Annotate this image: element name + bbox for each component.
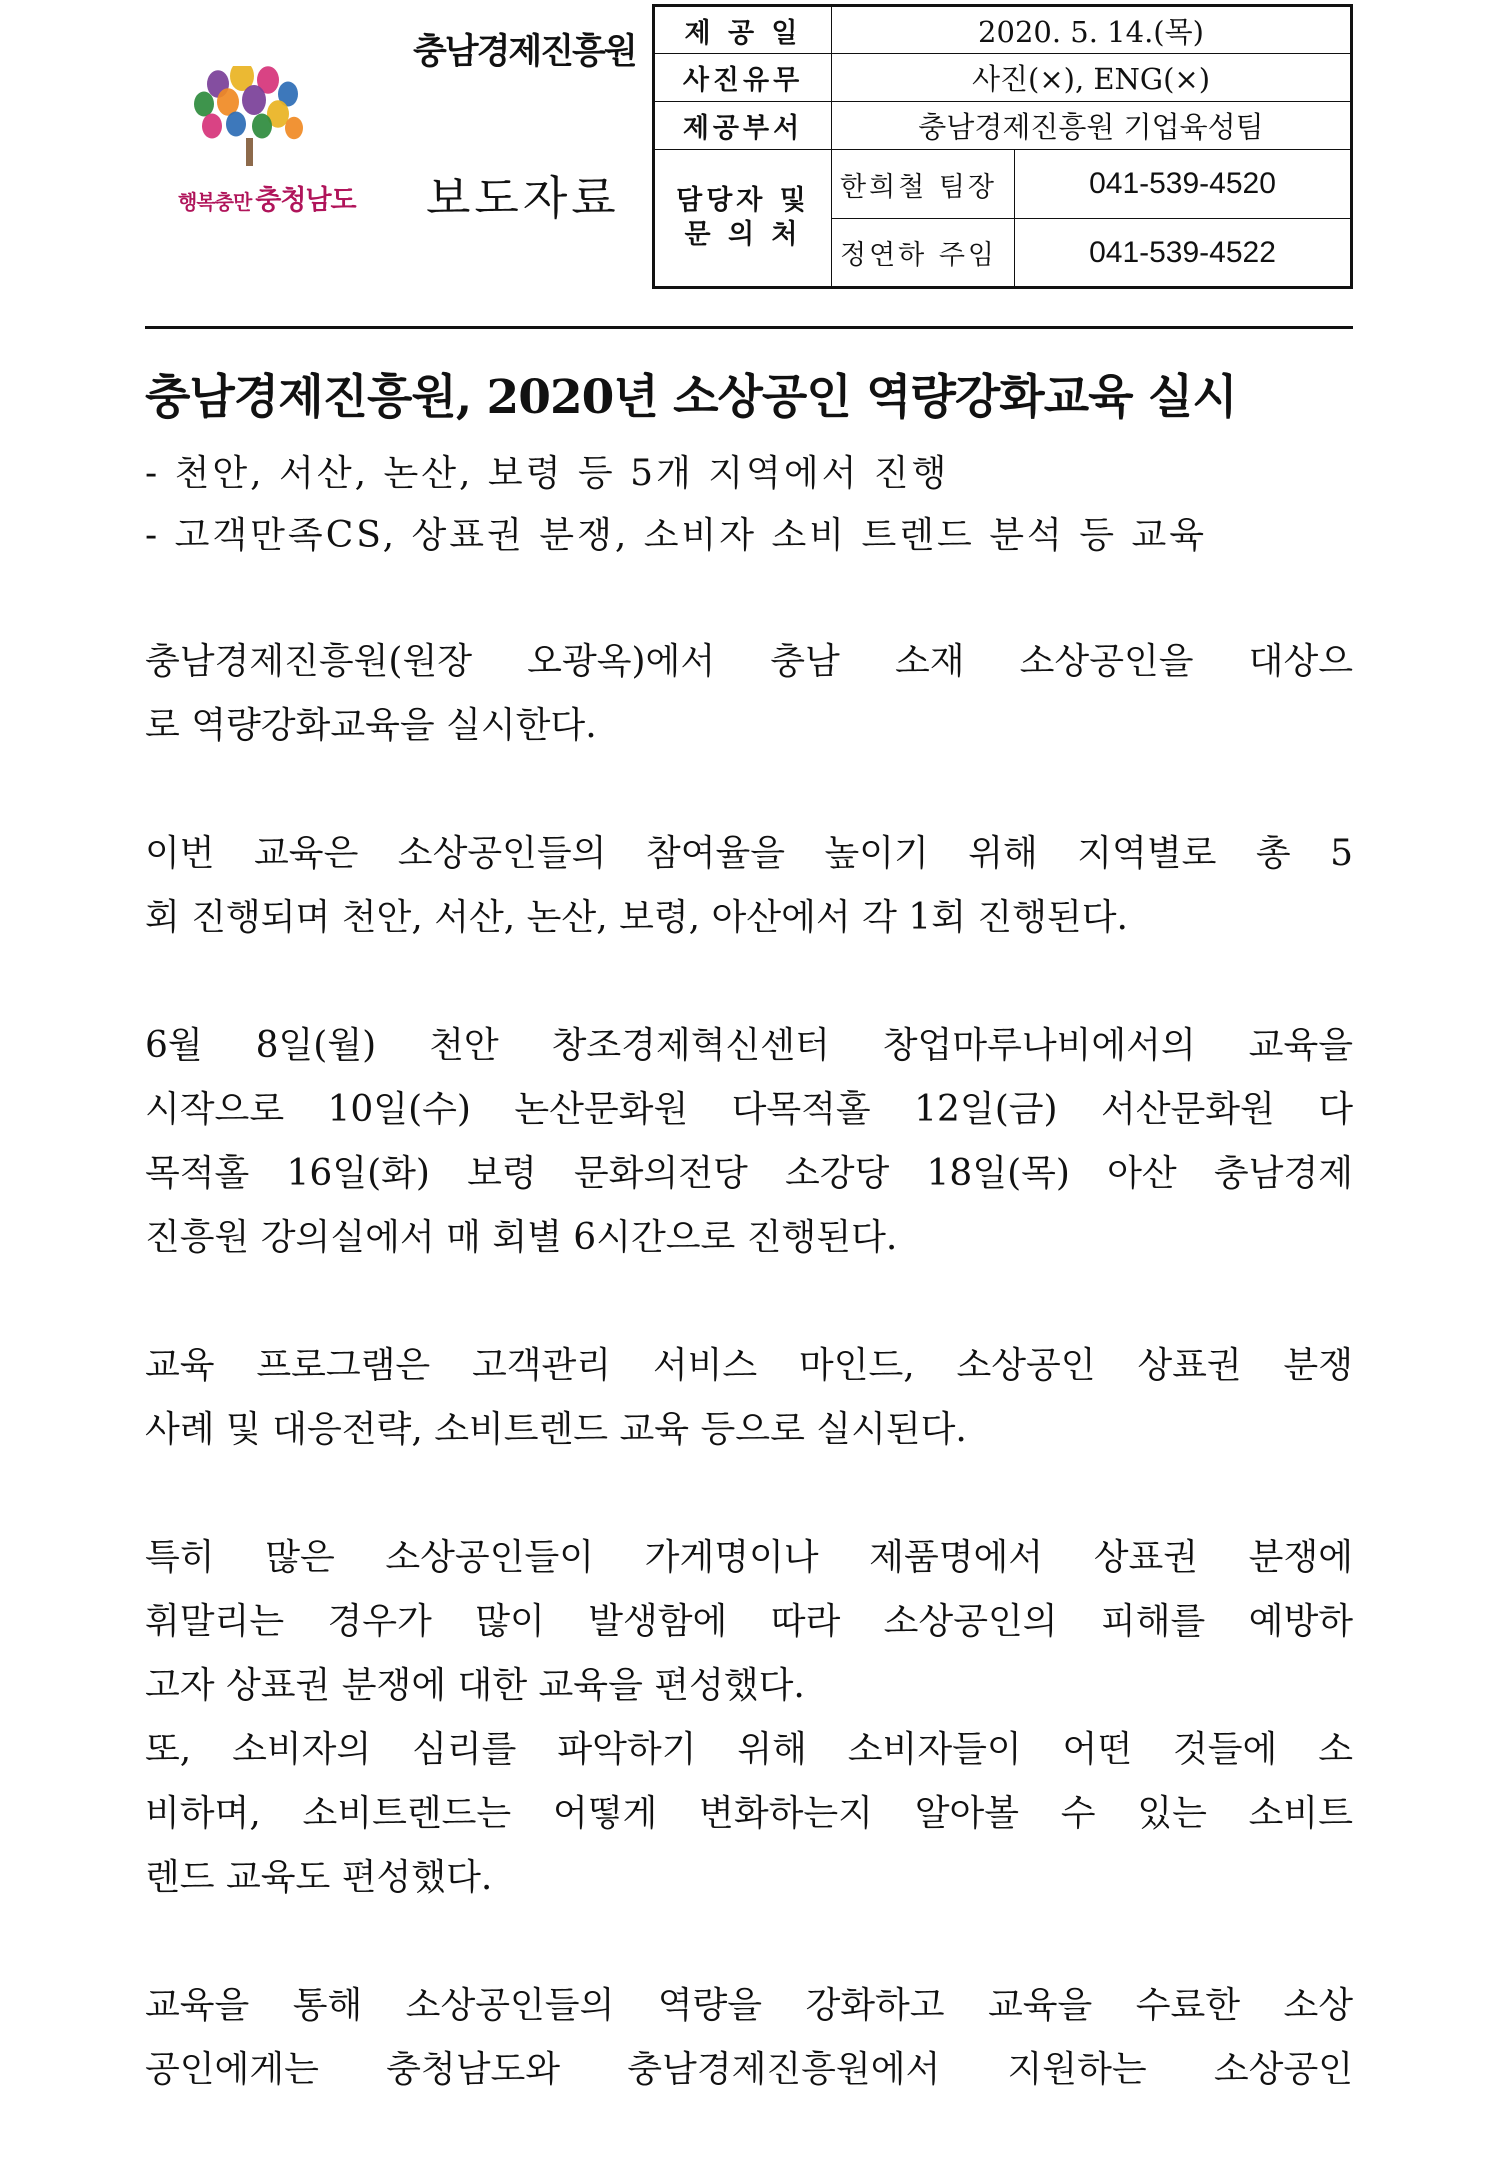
paragraph-line: 이번 교육은 소상공인들의 참여율을 높이기 위해 지역별로 총 5: [145, 833, 1353, 874]
contact-name-1: 한희철 팀장: [832, 150, 1015, 219]
paragraph-line: 공인에게는 충청남도와 충남경제진흥원에서 지원하는 소상공인: [145, 2049, 1353, 2090]
article-subtitles: [145, 443, 1207, 567]
paragraph-line: 진흥원 강의실에서 매 회별 6시간으로 진행된다.: [145, 1217, 898, 1258]
paragraph-line: 회 진행되며 천안, 서산, 논산, 보령, 아산에서 각 1회 진행된다.: [145, 897, 1128, 938]
paragraph-line: 또, 소비자의 심리를 파악하기 위해 소비자들이 어떤 것들에 소: [145, 1729, 1353, 1770]
subtitle: - 고객만족CS, 상표권 분쟁, 소비자 소비 트렌드 분석 등 교육: [145, 515, 1208, 556]
contact-label: [654, 150, 832, 288]
paragraph-line: 특히 많은 소상공인들이 가게명이나 제품명에서 상표권 분쟁에: [145, 1537, 1353, 1578]
paragraph-line: 비하며, 소비트렌드는 어떻게 변화하는지 알아볼 수 있는 소비트: [145, 1793, 1353, 1834]
contact-name-2: 정연하 주임: [832, 219, 1015, 288]
logo-drop: [252, 114, 272, 139]
article-body: [145, 630, 1353, 2166]
photo-label: 사진유무: [654, 54, 832, 102]
paragraph-line: 교육 프로그램은 고객관리 서비스 마인드, 소상공인 상표권 분쟁: [145, 1345, 1353, 1386]
contact-label-line-1: 담당자 및: [676, 185, 810, 216]
paragraph: [145, 1526, 1353, 1718]
contact-phone-1: 041-539-4520: [1015, 150, 1352, 219]
slogan-small: 행복충만: [178, 190, 252, 214]
paragraph: [145, 1974, 1353, 2102]
logo-trunk: [246, 138, 253, 166]
paragraph-line: 로 역량강화교육을 실시한다.: [145, 705, 597, 746]
paragraph-line: 목적홀 16일(화) 보령 문화의전당 소강당 18일(목) 아산 충남경제: [145, 1153, 1353, 1194]
paragraph-line: 사례 및 대응전략, 소비트렌드 교육 등으로 실시된다.: [145, 1409, 967, 1450]
contact-label-line-2: 문 의 처: [684, 219, 802, 250]
paragraph: [145, 1718, 1353, 1910]
article-title: 충남경제진흥원, 2020년 소상공인 역량강화교육 실시: [145, 370, 1237, 425]
header-divider: [145, 326, 1353, 329]
paragraph-line: 고자 상표권 분쟁에 대한 교육을 편성했다.: [145, 1665, 805, 1706]
logo-drop: [226, 112, 246, 137]
logo-drop: [242, 85, 266, 115]
slogan: [178, 178, 356, 217]
paragraph: [145, 630, 1353, 758]
slogan-big: 충청남도: [255, 185, 356, 216]
photo-value: 사진(×), ENG(×): [832, 54, 1352, 102]
paragraph-line: 휘말리는 경우가 많이 발생함에 따라 소상공인의 피해를 예방하: [145, 1601, 1353, 1642]
info-table: [652, 4, 1353, 289]
doc-type: 보도자료: [426, 171, 620, 225]
org-name: 충남경제진흥원: [413, 31, 636, 72]
paragraph: [145, 1014, 1353, 1270]
logo-drop: [285, 117, 303, 140]
paragraph-line: 시작으로 10일(수) 논산문화원 다목적홀 12일(금) 서산문화원 다: [145, 1089, 1353, 1130]
paragraph-line: 교육을 통해 소상공인들의 역량을 강화하고 교육을 수료한 소상: [145, 1985, 1353, 2026]
paragraph-line: 6월 8일(월) 천안 창조경제혁신센터 창업마루나비에서의 교육을: [145, 1025, 1353, 1066]
contact-phone-2: 041-539-4522: [1015, 219, 1352, 288]
dept-label: 제공부서: [654, 102, 832, 150]
paragraph-line: 충남경제진흥원(원장 오광옥)에서 충남 소재 소상공인을 대상으: [145, 641, 1353, 682]
logo-drop: [202, 114, 222, 139]
paragraph-line: 렌드 교육도 편성했다.: [145, 1857, 493, 1898]
paragraph: [145, 1334, 1353, 1462]
date-label: 제 공 일: [654, 6, 832, 54]
dept-value: 충남경제진흥원 기업육성팀: [832, 102, 1352, 150]
logo-drop: [194, 92, 214, 117]
paragraph: [145, 822, 1353, 950]
date-value: 2020. 5. 14.(목): [832, 6, 1352, 54]
subtitle: - 천안, 서산, 논산, 보령 등 5개 지역에서 진행: [145, 453, 950, 494]
